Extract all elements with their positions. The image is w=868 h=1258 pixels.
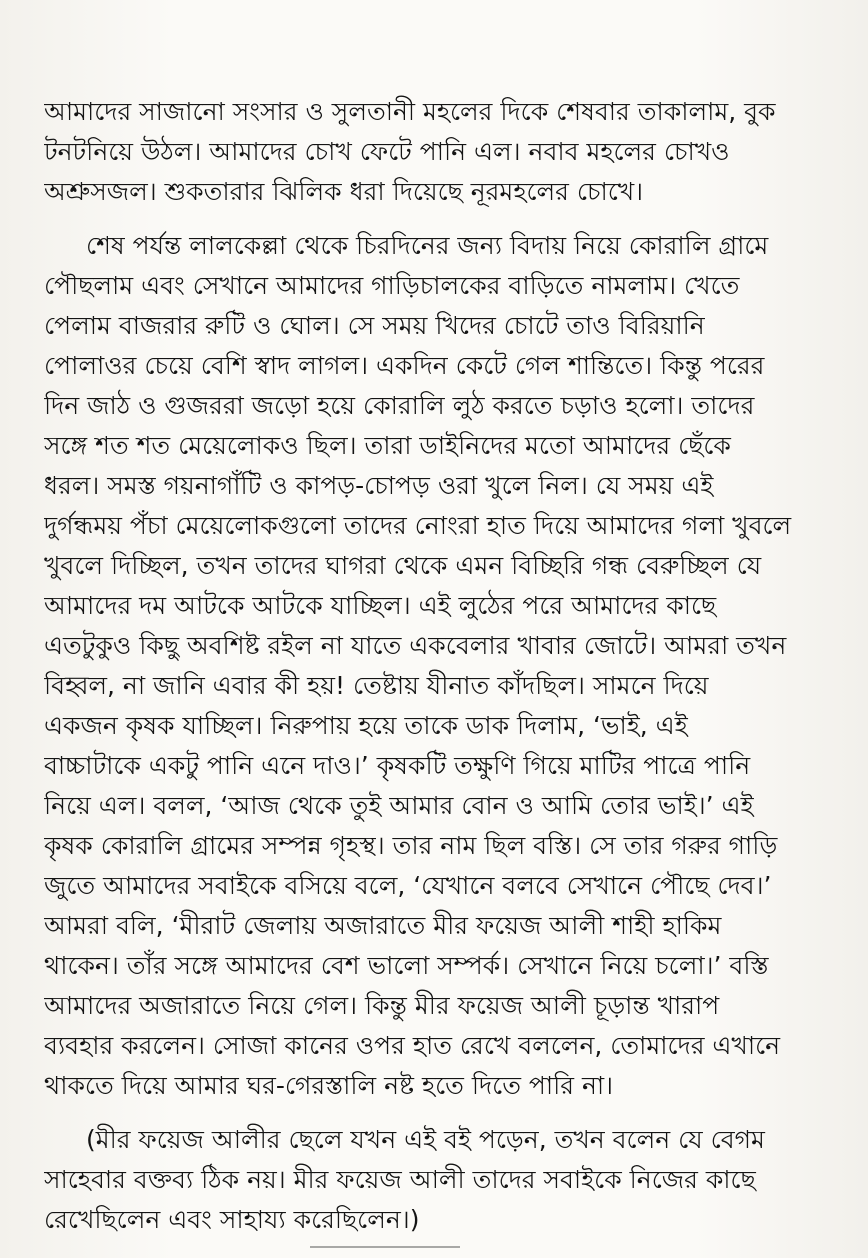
page-bottom-mark (310, 1246, 460, 1258)
text-line: দিন জাঠ ও গুজররা জড়ো হয়ে কোরালি লুঠ করতে চড়াও হলো। তাদের (44, 391, 755, 420)
text-line: আমরা বলি, ‘মীরাট জেলায় অজারাতে মীর ফয়েজ আলী শাহী হাকিম (44, 911, 722, 940)
page-text (44, 92, 824, 1254)
paragraph-2 (44, 226, 824, 1106)
text-line: পোলাওর চেয়ে বেশি স্বাদ লাগল। একদিন কেটে গেল শান্তিতে। কিন্তু পরের (44, 351, 765, 380)
text-line: বাচ্চাটাকে একটু পানি এনে দাও।’ কৃষকটি তক্ষুণি গিয়ে মাটির পাত্রে পানি (44, 751, 751, 780)
text-line: অশ্রুসজল। শুকতারার ঝিলিক ধরা দিয়েছে নূরমহলের চোখে। (44, 177, 644, 206)
text-line: ধরল। সমস্ত গয়নাগাঁটি ও কাপড়-চোপড় ওরা খুলে নিল। যে সময় এই (44, 471, 714, 500)
text-line: থাকতে দিয়ে আমার ঘর-গেরস্তালি নষ্ট হতে দিতে পারি না। (44, 1071, 614, 1100)
text-line: আমাদের অজারাতে নিয়ে গেল। কিন্তু মীর ফয়েজ আলী চূড়ান্ত খারাপ (44, 991, 720, 1020)
text-line: বিহ্বল, না জানি এবার কী হয়! তেষ্টায় যীনাত কাঁদছিল। সামনে দিয়ে (44, 671, 709, 700)
paragraph-3 (44, 1120, 824, 1240)
text-line: ব্যবহার করলেন। সোজা কানের ওপর হাত রেখে বললেন, তোমাদের এখানে (44, 1031, 781, 1060)
text-line: টনটনিয়ে উঠল। আমাদের চোখ ফেটে পানি এল। নবাব মহলের চোখও (44, 137, 730, 166)
text-line: নিয়ে এল। বলল, ‘আজ থেকে তুই আমার বোন ও আমি তোর ভাই।’ এই (44, 791, 754, 820)
text-line: আমাদের সাজানো সংসার ও সুলতানী মহলের দিকে শেষবার তাকালাম, বুক (44, 97, 776, 126)
text-line: কৃষক কোরালি গ্রামের সম্পন্ন গৃহস্থ। তার নাম ছিল বস্তি। সে তার গরুর গাড়ি (44, 831, 778, 860)
text-line: দুর্গন্ধময় পঁচা মেয়েলোকগুলো তাদের নোংরা হাত দিয়ে আমাদের গলা খুবলে (44, 511, 792, 540)
text-line: সঙ্গে শত শত মেয়েলোকও ছিল। তারা ডাইনিদের মতো আমাদের ছেঁকে (44, 431, 731, 460)
paragraph-1 (44, 92, 824, 212)
text-line: পেলাম বাজরার রুটি ও ঘোল। সে সময় খিদের চোটে তাও বিরিয়ানি (44, 311, 705, 340)
text-line: থাকেন। তাঁর সঙ্গে আমাদের বেশ ভালো সম্পর্ক। সেখানে নিয়ে চলো।’ বস্তি (44, 951, 769, 980)
text-line: জুতে আমাদের সবাইকে বসিয়ে বলে, ‘যেখানে বলবে সেখানে পৌছে দেব।’ (44, 871, 772, 900)
text-line: সাহেবার বক্তব্য ঠিক নয়। মীর ফয়েজ আলী তাদের সবাইকে নিজের কাছে (44, 1165, 756, 1194)
text-line: খুবলে দিচ্ছিল, তখন তাদের ঘাগরা থেকে এমন বিচ্ছিরি গন্ধ বেরুচ্ছিল যে (44, 551, 762, 580)
text-line: পৌছলাম এবং সেখানে আমাদের গাড়িচালকের বাড়িতে নামলাম। খেতে (44, 271, 740, 300)
text-line: (মীর ফয়েজ আলীর ছেলে যখন এই বই পড়েন, তখন বলেন যে বেগম (86, 1125, 765, 1154)
text-line: এতটুকুও কিছু অবশিষ্ট রইল না যাতে একবেলার খাবার জোটে। আমরা তখন (44, 631, 787, 660)
text-line: রেখেছিলেন এবং সাহায্য করেছিলেন।) (44, 1205, 420, 1234)
text-line: আমাদের দম আটকে আটকে যাচ্ছিল। এই লুঠের পরে আমাদের কাছে (44, 591, 717, 620)
text-line: শেষ পর্যন্ত লালকেল্লা থেকে চিরদিনের জন্য বিদায় নিয়ে কোরালি গ্রামে (86, 231, 769, 260)
text-line: একজন কৃষক যাচ্ছিল। নিরুপায় হয়ে তাকে ডাক দিলাম, ‘ভাই, এই (44, 711, 688, 740)
